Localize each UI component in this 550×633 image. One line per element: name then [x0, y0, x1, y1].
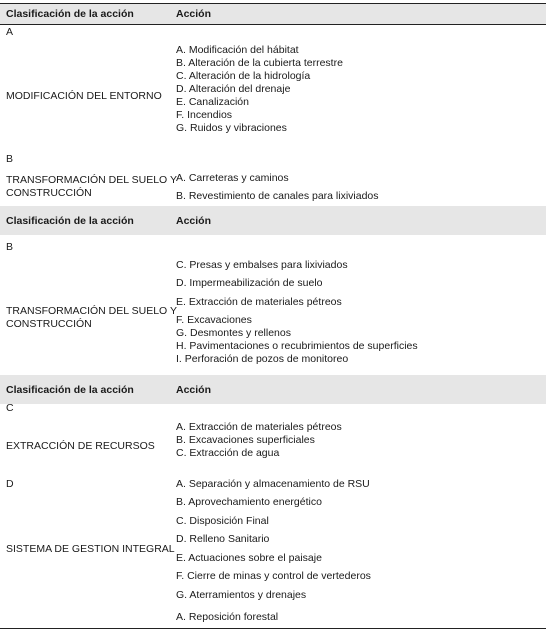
group-name: CONSTRUCCIÓN: [6, 318, 92, 330]
action-item: A. Separación y almacenamiento de RSU: [176, 478, 370, 490]
action-item: A. Modificación del hábitat: [176, 44, 299, 56]
group-letter: D: [6, 478, 14, 490]
action-item: G. Ruidos y vibraciones: [176, 122, 287, 134]
group-letter: A: [6, 26, 14, 38]
column-header-classification: Clasificación de la acción: [6, 215, 134, 227]
action-item: D. Alteración del drenaje: [176, 83, 291, 95]
action-item: C. Extracción de agua: [176, 447, 280, 459]
column-header-classification: Clasificación de la acción: [6, 384, 134, 396]
group-name: SISTEMA DE GESTION INTEGRAL: [6, 543, 175, 555]
action-item: A. Extracción de materiales pétreos: [176, 421, 342, 433]
group-name: TRANSFORMACIÓN DEL SUELO Y: [6, 305, 177, 317]
group-name: EXTRACCIÓN DE RECURSOS: [6, 440, 155, 452]
group-name: CONSTRUCCIÓN: [6, 187, 92, 199]
group-name: TRANSFORMACIÓN DEL SUELO Y: [6, 174, 177, 186]
action-item: F. Incendios: [176, 109, 233, 121]
action-item: G. Desmontes y rellenos: [176, 327, 291, 339]
action-item: F. Excavaciones: [176, 314, 252, 326]
action-item: B. Excavaciones superficiales: [176, 434, 315, 446]
action-item: D. Impermeabilización de suelo: [176, 277, 323, 289]
action-item: G. Aterramientos y drenajes: [176, 589, 307, 601]
action-item: C. Alteración de la hidrología: [176, 70, 311, 82]
action-item: A. Reposición forestal: [176, 611, 279, 623]
action-item: C. Presas y embalses para lixiviados: [176, 259, 348, 271]
action-item: E. Extracción de materiales pétreos: [176, 296, 342, 308]
group-letter: B: [6, 153, 14, 165]
column-header-classification: Clasificación de la acción: [6, 8, 134, 20]
action-item: B. Revestimiento de canales para lixiviados: [176, 190, 379, 202]
action-item: A. Carreteras y caminos: [176, 172, 289, 184]
action-item: C. Disposición Final: [176, 515, 269, 527]
group-letter: C: [6, 402, 14, 414]
action-item: D. Relleno Sanitario: [176, 533, 270, 545]
column-header-action: Acción: [176, 384, 212, 396]
group-name: MODIFICACIÓN DEL ENTORNO: [6, 90, 162, 102]
action-item: E. Canalización: [176, 96, 249, 108]
action-item: H. Pavimentaciones o recubrimientos de superficies: [176, 340, 418, 352]
action-item: B. Alteración de la cubierta terrestre: [176, 57, 343, 69]
column-header-action: Acción: [176, 215, 212, 227]
action-item: F. Cierre de minas y control de vertederos: [176, 570, 371, 582]
table-bottom-rule: [0, 628, 546, 629]
column-header-action: Acción: [176, 8, 212, 20]
action-item: I. Perforación de pozos de monitoreo: [176, 353, 349, 365]
action-item: B. Aprovechamiento energético: [176, 496, 322, 508]
action-item: E. Actuaciones sobre el paisaje: [176, 552, 322, 564]
group-letter: B: [6, 241, 14, 253]
